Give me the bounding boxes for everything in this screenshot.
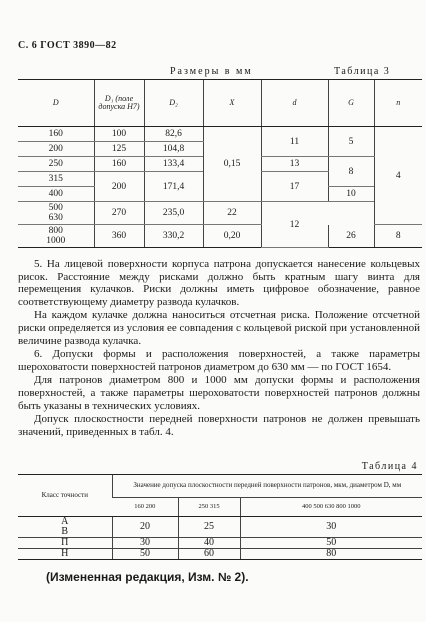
table-cell: 200 — [94, 172, 144, 202]
table-cell: 500 630 — [18, 202, 94, 225]
table-cell: 104,8 — [144, 142, 203, 157]
table-cell: 133,4 — [144, 157, 203, 172]
table-cell: 400 — [18, 187, 94, 202]
table3-header-X: X — [203, 80, 261, 127]
table-cell: 160 — [94, 157, 144, 172]
table-cell: 800 1000 — [18, 225, 94, 248]
table-cell: 60 — [178, 549, 240, 560]
table-cell: Н — [18, 549, 112, 560]
table-cell: 12 — [261, 202, 328, 248]
table-cell: 5 — [328, 127, 374, 157]
paragraph: 5. На лицевой поверхности корпуса патрона допускается нанесение кольцевых рисок. Расстояние между рисками должно быть кратным шагу винта для перемещения кулачков. Риски должны иметь цифровое обозначение, равное соответствующему диаметру развода кулачков. — [18, 258, 420, 308]
table-row — [18, 202, 422, 225]
table3-header-D1: D₁ (поле допуска H7) — [94, 80, 144, 127]
table3-header-n: n — [374, 80, 422, 127]
table-cell: 17 — [261, 172, 328, 202]
table-cell: 100 — [94, 127, 144, 142]
table4-subheader: 250 315 — [178, 498, 240, 517]
table-cell: 171,4 — [144, 172, 203, 202]
table-cell: 82,6 — [144, 127, 203, 142]
table-cell: 200 — [18, 142, 94, 157]
table4-header-row — [18, 475, 422, 498]
table3-header-row — [18, 80, 422, 127]
table-cell: 80 — [240, 549, 422, 560]
paragraph: Допуск плоскостности передней поверхности патронов не должен превышать значений, приведенных в табл. 4. — [18, 413, 420, 438]
table3-number-caption: Таблица 3 — [334, 66, 391, 77]
table-cell: 8 — [374, 225, 422, 248]
table-cell: 50 — [240, 538, 422, 549]
table-cell: 0,15 — [203, 127, 261, 202]
table-cell: 11 — [261, 127, 328, 157]
table-cell: 330,2 — [144, 225, 203, 248]
table4-subheader: 400 500 630 800 1000 — [240, 498, 422, 517]
table-cell: А — [61, 516, 69, 527]
table-cell: П — [18, 538, 112, 549]
body-text — [18, 258, 420, 438]
table-row — [18, 549, 422, 560]
table-cell: 235,0 — [144, 202, 203, 225]
table3-header-D: D — [18, 80, 94, 127]
table3-header-G: G — [328, 80, 374, 127]
paragraph: 6. Допуски формы и расположения поверхностей, а также параметры шероховатости поверхностей патронов диаметром до 630 мм — по ГОСТ 1654. — [18, 348, 420, 373]
table3-units-caption: Размеры в мм — [170, 66, 253, 77]
table-cell: 270 — [94, 202, 144, 225]
table-row — [18, 517, 422, 528]
table-cell: 13 — [261, 157, 328, 172]
amendment-note: (Измененная редакция, Изм. № 2). — [46, 570, 249, 584]
table-4 — [18, 474, 422, 560]
table3-header-D2: D₂ — [144, 80, 203, 127]
table-cell: 0,20 — [203, 225, 261, 248]
table-cell: 30 — [240, 517, 422, 538]
table-cell: 315 — [18, 172, 94, 187]
table4-subheader: 160 200 — [112, 498, 178, 517]
table-cell: 360 — [94, 225, 144, 248]
table-row — [18, 538, 422, 549]
paragraph: Для патронов диаметром 800 и 1000 мм допуски формы и расположения поверхностей, а также параметры шероховатости поверхностей патронов должны быть указаны в технических условиях. — [18, 374, 420, 412]
table-cell: 8 — [328, 157, 374, 187]
table-cell: 26 — [328, 225, 374, 248]
table-cell: 25 — [178, 517, 240, 538]
table3-header-d: d — [261, 80, 328, 127]
table-row — [18, 127, 422, 142]
page-header: С. 6 ГОСТ 3890—82 — [18, 40, 117, 51]
table4-class-header: Класс точности — [18, 475, 112, 517]
table4-caption: Таблица 4 — [361, 461, 418, 472]
table-cell: 125 — [94, 142, 144, 157]
table-3 — [18, 79, 422, 248]
table-cell: 30 — [112, 538, 178, 549]
table-cell: 10 — [328, 187, 374, 202]
paragraph: На каждом кулачке должна наноситься отсчетная риска. Положение отсчетной риски определяется из условия ее совпадения с кольцевой риской при установленной величине развода кулачка. — [18, 309, 420, 347]
table-cell: 20 — [112, 517, 178, 538]
table-cell: 160 — [18, 127, 94, 142]
table-cell: В — [61, 526, 69, 537]
table-cell: 40 — [178, 538, 240, 549]
table-cell: 250 — [18, 157, 94, 172]
table-row — [18, 225, 422, 248]
table-cell: 50 — [112, 549, 178, 560]
table4-group-header: Значение допуска плоскостности передней поверхности патронов, мкм, диаметром D, мм — [112, 475, 422, 498]
table-cell: 4 — [374, 127, 422, 225]
table-cell: 22 — [203, 202, 261, 225]
